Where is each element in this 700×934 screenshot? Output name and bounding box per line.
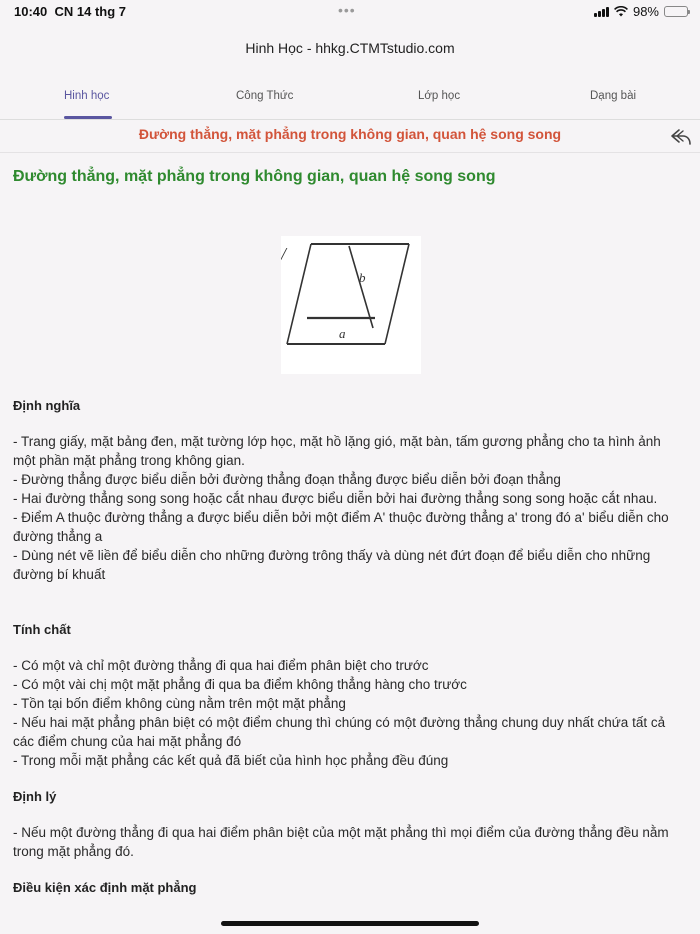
plane-lines-figure	[281, 236, 421, 374]
wifi-icon	[614, 6, 628, 17]
section-heading-dinh-nghia: Định nghĩa	[13, 398, 81, 413]
paragraph-line: - Nếu một đường thẳng đi qua hai điểm phân biệt của một mặt phẳng thì mọi điểm của đường thẳng đều nằm trong mặt phẳng đó.	[13, 825, 669, 859]
paragraph-line: - Điểm A thuộc đường thẳng a được biểu diễn bởi một điểm A' thuộc đường thẳng a' trong đó a' biểu diễn cho đường thẳng a	[13, 510, 669, 544]
paragraph-line: - Dùng nét vẽ liền để biểu diễn cho những đường trông thấy và dùng nét đứt đoạn để biểu diễn cho những đường bí khuất	[13, 548, 651, 582]
home-indicator[interactable]	[221, 921, 479, 926]
tab-dang-bai[interactable]: Dạng bài	[590, 90, 637, 102]
tab-cong-thuc[interactable]: Công Thức	[236, 90, 294, 102]
paragraph-line: - Có một vài chị một mặt phẳng đi qua ba điểm không thẳng hàng cho trước	[13, 677, 467, 692]
article-title: Đường thẳng, mặt phẳng trong không gian, quan hệ song song	[13, 168, 496, 185]
label-a: a	[339, 326, 346, 341]
paragraph-line: - Hai đường thẳng song song hoặc cắt nhau được biểu diễn bởi hai đường thẳng song song hoặc cắt nhau.	[13, 491, 658, 506]
section-body-tinh-chat	[13, 656, 683, 770]
section-heading-tinh-chat: Tính chất	[13, 622, 71, 637]
paragraph-line: - Đường thẳng được biểu diễn bởi đường thẳng đoạn thẳng được biểu diễn bởi đoạn thẳng	[13, 472, 561, 487]
section-heading-dieu-kien: Điều kiện xác định mặt phẳng	[13, 880, 197, 895]
section-heading-dinh-ly: Định lý	[13, 789, 57, 804]
status-indicators	[594, 4, 688, 19]
article-content	[13, 168, 683, 895]
cellular-signal-icon	[594, 7, 609, 17]
section-body-dinh-ly	[13, 823, 683, 861]
paragraph-line: - Trong mỗi mặt phẳng các kết quả đã biết của hình học phẳng đều đúng	[13, 753, 449, 768]
page-header-title: Đường thẳng, mặt phẳng trong không gian, quan hệ song song	[138, 126, 562, 142]
battery-icon	[664, 6, 688, 17]
section-body-dinh-nghia	[13, 432, 683, 584]
tab-lop-hoc[interactable]: Lớp học	[418, 90, 461, 102]
paragraph-line: - Có một và chỉ một đường thẳng đi qua hai điểm phân biệt cho trước	[13, 658, 429, 673]
active-tab-indicator	[64, 116, 112, 119]
label-b: b	[359, 270, 366, 285]
tab-hinh-hoc[interactable]: Hinh học	[64, 90, 110, 102]
status-bar	[0, 0, 700, 24]
figure-drawing	[281, 236, 421, 374]
app-title: Hinh Học - hhkg.CTMTstudio.com	[245, 40, 455, 56]
header-divider	[0, 152, 700, 153]
multitasking-dots-icon[interactable]: •••	[338, 2, 356, 18]
paragraph-line: - Tồn tại bốn điểm không cùng nằm trên một mặt phẳng	[13, 696, 346, 711]
tab-bar	[0, 78, 700, 120]
battery-percent: 98%	[632, 4, 659, 19]
status-date: CN 14 thg 7	[54, 4, 126, 19]
paragraph-line: - Nếu hai mặt phẳng phân biệt có một điểm chung thì chúng có một đường thẳng chung duy nhất chứa tất cả các điểm chung của hai mặt phẳng đó	[13, 715, 666, 749]
paragraph-line: - Trang giấy, mặt bảng đen, mặt tường lớp học, mặt hồ lặng gió, mặt bàn, tấm gương phẳng cho ta hình ảnh một phần mặt phẳng trong không gian.	[13, 434, 661, 468]
share-back-arrow-icon[interactable]	[670, 128, 692, 146]
status-time: 10:40 CN 14 thg 7	[14, 4, 126, 19]
svg-text:/: /	[281, 244, 287, 264]
